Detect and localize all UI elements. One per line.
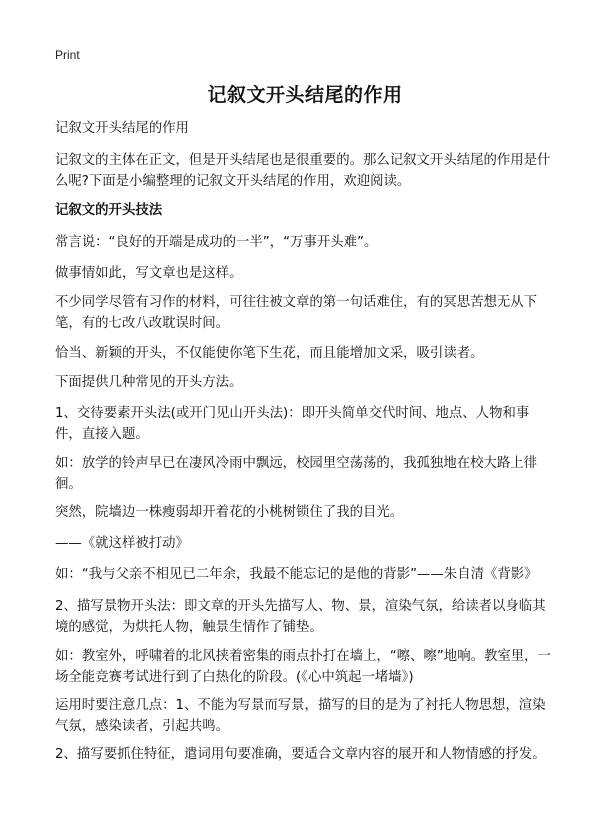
- section-heading: 记叙文的开头技法: [55, 203, 163, 218]
- paragraph-method-1: 1、交待要素开头法(或开门见山开头法)：即开头简单交代时间、地点、人物和事件，直接入题。: [55, 406, 530, 442]
- paragraph-example-1: 如：放学的铃声早已在凄风冷雨中飘远，校园里空荡荡的，我孤独地在校大路上徘徊。: [55, 456, 538, 492]
- page-title: 记叙文开头结尾的作用: [207, 84, 403, 106]
- paragraph-difficulty: 不少同学尽管有习作的材料，可往往被文章的第一句话难住，有的冥思苦想无从下笔，有的七改八改耽误时间。: [55, 295, 538, 331]
- paragraph-notes-2: 2、描写要抓住特征，遣词用句要准确，要适合文章内容的展开和人物情感的抒发。: [55, 747, 546, 762]
- paragraph-example-1-cont: 突然，院墙边一株瘦弱却开着花的小桃树锁住了我的目光。: [55, 505, 404, 520]
- paragraph-notes: 运用时要注意几点：1、不能为写景而写景，描写的目的是为了衬托人物思想，渲染气氛，感染读者，引起共鸣。: [55, 698, 546, 734]
- paragraph-good-opening: 恰当、新颖的开头，不仅能使你笔下生花，而且能增加文采，吸引读者。: [55, 346, 484, 361]
- paragraph-source-1: ——《就这样被打动》: [55, 536, 189, 551]
- paragraph-same: 做事情如此，写文章也是这样。: [55, 266, 243, 281]
- paragraph-example-2: 如：“我与父亲不相见已二年余，我最不能忘记的是他的背影”——朱自清《背影》: [55, 567, 538, 582]
- print-link[interactable]: Print: [55, 48, 80, 62]
- paragraph-proverb: 常言说：“良好的开端是成功的一半”，“万事开头难”。: [55, 235, 378, 250]
- paragraph-methods-intro: 下面提供几种常见的开头方法。: [55, 375, 243, 390]
- paragraph-intro: 记叙文的主体在正文，但是开头结尾也是很重要的。那么记叙文开头结尾的作用是什么呢?下面是小编整理的记叙文开头结尾的作用，欢迎阅读。: [55, 153, 551, 189]
- paragraph-subtitle: 记叙文开头结尾的作用: [55, 121, 189, 136]
- paragraph-method-2: 2、描写景物开头法：即文章的开头先描写人、物、景，渲染气氛，给读者以身临其境的感觉，为烘托人物，触景生情作了铺垫。: [55, 599, 546, 635]
- paragraph-example-3: 如：教室外，呼啸着的北风挟着密集的雨点扑打在墙上，“嚓、嚓”地响。教室里，一场全能竞赛考试进行到了白热化的阶段。(《心中筑起一堵墙》): [55, 649, 551, 685]
